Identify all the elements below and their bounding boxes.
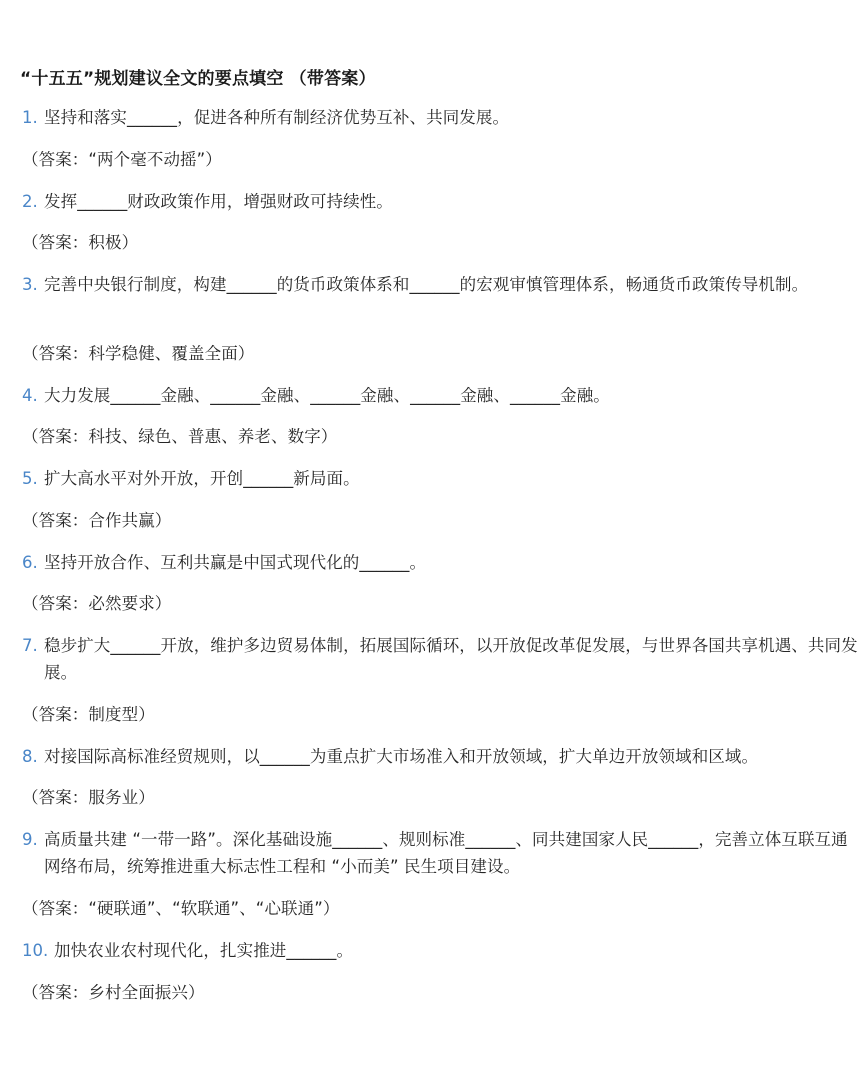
question-item-9 [22,826,858,880]
question-number: 10. [22,941,49,960]
answer-text-8: （答案：服务业） [22,788,155,807]
question-text: 对接国际高标准经贸规则，以______为重点扩大市场准入和开放领域，扩大单边开放领域和区域。 [44,747,759,766]
question-text: 加快农业农村现代化，扎实推进______。 [54,941,354,960]
question-item-3 [22,271,858,298]
question-text: 发挥______财政政策作用，增强财政可持续性。 [44,192,393,211]
question-number: 3. [22,275,38,294]
question-text: 扩大高水平对外开放，开创______新局面。 [44,469,360,488]
question-item-5 [22,465,858,492]
answer-text-2: （答案：积极） [22,233,139,252]
answer-text-5: （答案：合作共赢） [22,511,172,530]
question-text: 坚持和落实______，促进各种所有制经济优势互补、共同发展。 [44,108,510,127]
question-item-7 [22,632,858,686]
question-item-6 [22,549,858,576]
answer-text-1: （答案：“两个毫不动摇”） [22,150,222,169]
answer-text-7: （答案：制度型） [22,705,155,724]
question-item-10 [22,937,858,964]
question-number: 1. [22,108,38,127]
question-number: 6. [22,553,38,572]
document-title: “十五五”规划建议全文的要点填空 （带答案） [20,69,376,89]
question-text: 大力发展______金融、______金融、______金融、______金融、______金融。 [44,386,610,405]
answer-text-3: （答案：科学稳健、覆盖全面） [22,344,255,363]
question-item-1 [22,104,858,131]
question-number: 4. [22,386,38,405]
question-number: 5. [22,469,38,488]
question-text: 稳步扩大______开放，维护多边贸易体制，拓展国际循环，以开放促改革促发展，与世界各国共享机遇、共同发展。 [44,636,858,682]
answer-text-6: （答案：必然要求） [22,594,172,613]
question-number: 9. [22,830,38,849]
question-number: 2. [22,192,38,211]
answer-text-4: （答案：科技、绿色、普惠、养老、数字） [22,427,338,446]
question-item-8 [22,743,858,770]
answer-text-10: （答案：乡村全面振兴） [22,983,205,1002]
question-text: 完善中央银行制度，构建______的货币政策体系和______的宏观审慎管理体系，畅通货币政策传导机制。 [44,275,809,294]
question-text: 高质量共建 “一带一路”。深化基础设施______、规则标准______、同共建国家人民______，完善立体互联互通网络布局，统筹推进重大标志性工程和 “小而美” 民生项目建设。 [44,830,848,876]
question-number: 7. [22,636,38,655]
question-number: 8. [22,747,38,766]
question-text: 坚持开放合作、互利共赢是中国式现代化的______。 [44,553,427,572]
question-item-4 [22,382,858,409]
question-item-2 [22,188,858,215]
answer-text-9: （答案：“硬联通”、“软联通”、“心联通”） [22,899,340,918]
